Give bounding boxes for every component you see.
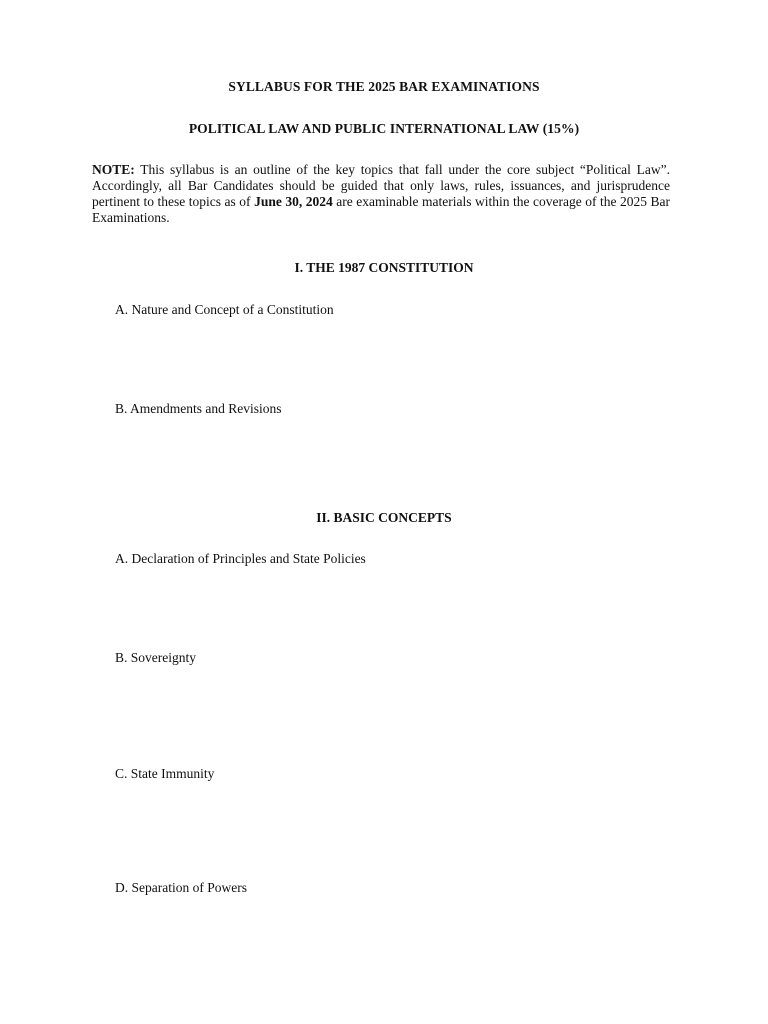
topic-amendments-revisions: B. Amendments and Revisions: [115, 401, 282, 416]
document-subtitle: POLITICAL LAW AND PUBLIC INTERNATIONAL LAW (15%): [188, 121, 580, 136]
topic-sovereignty: B. Sovereignty: [115, 650, 196, 665]
topic-state-immunity: C. State Immunity: [115, 766, 215, 781]
section-heading-basic-concepts: II. BASIC CONCEPTS: [316, 510, 452, 525]
note-label: NOTE:: [92, 162, 135, 177]
section-heading-constitution: I. THE 1987 CONSTITUTION: [294, 260, 474, 275]
note-text-part-1: This syllabus is an outline of the key topics that fall under the core subject “Political Law”. Accordingly, all Bar Candidates should be guided that only laws, rules, issuances, and jurisprudence pertinent to these topics as of: [92, 162, 670, 209]
note-text-part-2: are examinable materials within the coverage of the 2025 Bar Examinations.: [92, 194, 670, 225]
topic-declaration-principles: A. Declaration of Principles and State Policies: [115, 551, 366, 566]
document-title: SYLLABUS FOR THE 2025 BAR EXAMINATIONS: [228, 79, 540, 94]
note-paragraph: [92, 162, 670, 226]
topic-nature-concept: A. Nature and Concept of a Constitution: [115, 302, 334, 317]
topic-separation-powers: D. Separation of Powers: [115, 880, 247, 895]
note-date: June 30, 2024: [254, 194, 333, 209]
